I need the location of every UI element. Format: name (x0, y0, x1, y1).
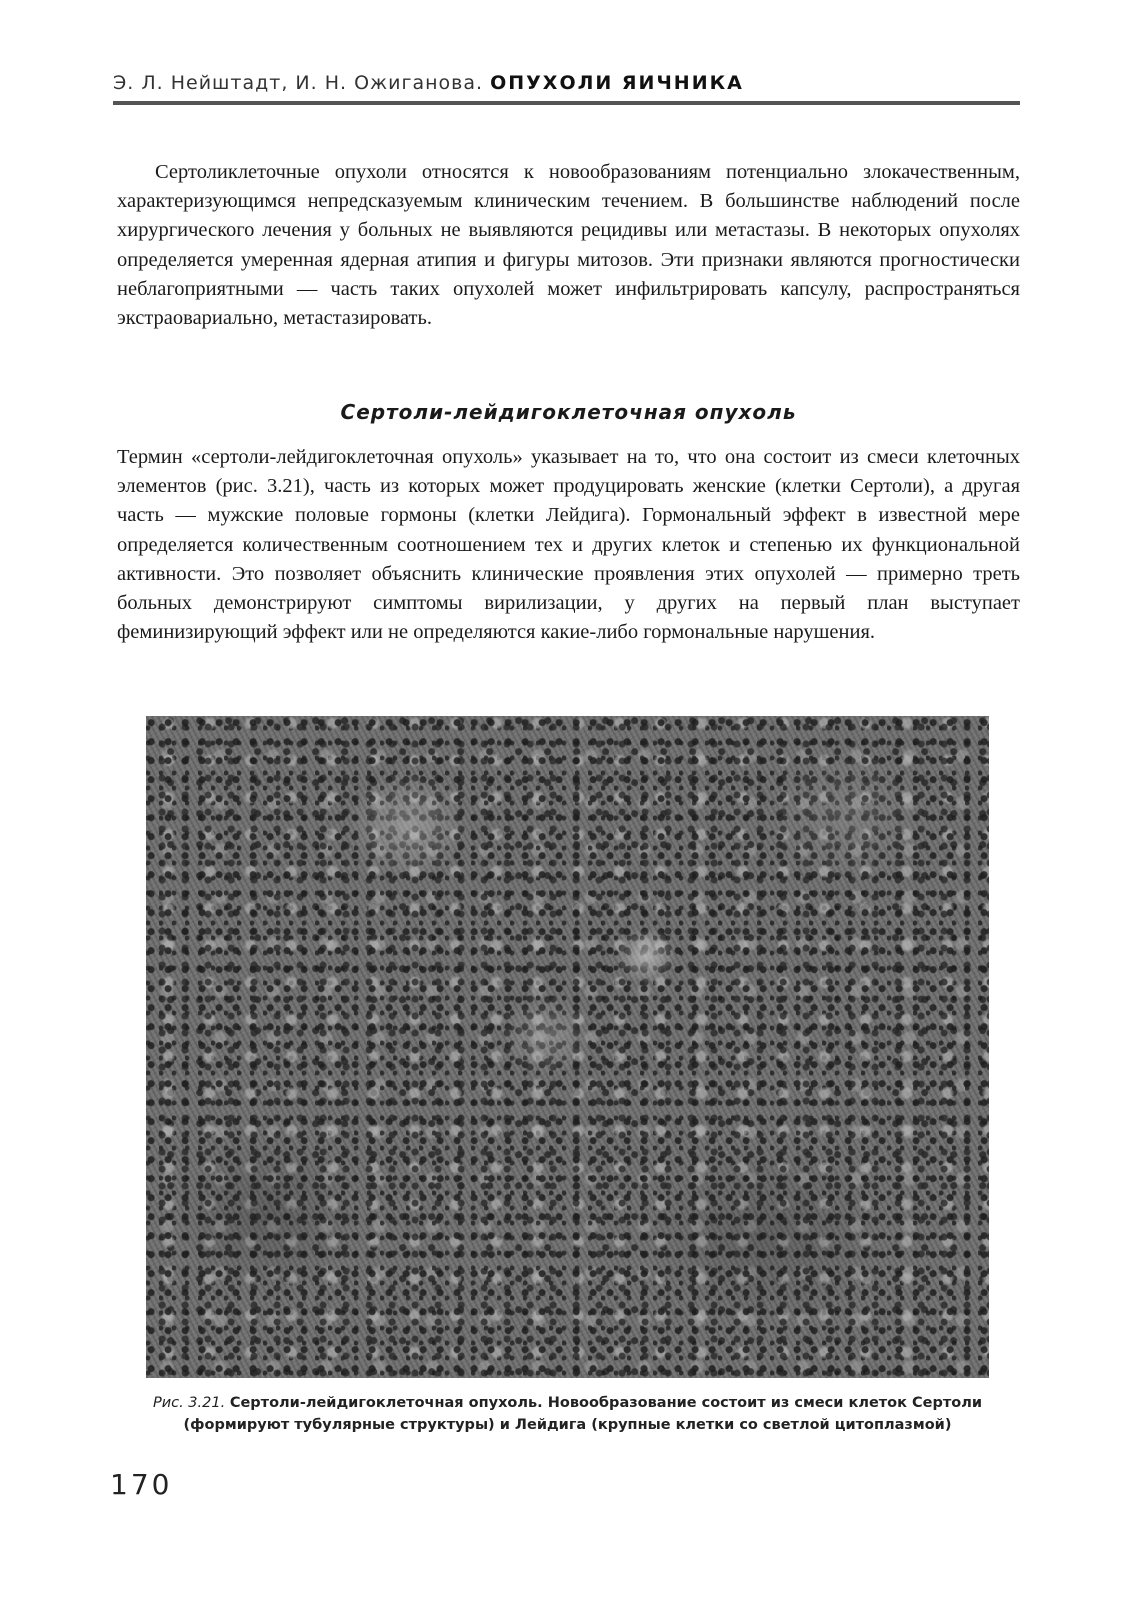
header-authors: Э. Л. Нейштадт, И. Н. Ожиганова. (113, 72, 484, 94)
page-number: 170 (110, 1468, 173, 1501)
figure-caption-text: Сертоли-лейдигоклеточная опухоль. Новообразование состоит из смеси клеток Сертоли (формируют тубулярные структуры) и Лейдига (крупные клетки со светлой цитоплазмой) (183, 1395, 983, 1433)
histology-micrograph (146, 716, 989, 1378)
paragraph-sertoli-leydig-term: Термин «сертоли-лейдигоклеточная опухоль» указывает на то, что она состоит из смеси клеточных элементов (рис. 3.21), часть из которых может продуцировать женские (клетки Сертоли), а другая часть — мужские половые гормоны (клетки Лейдига). Гормональный эффект в известной мере определяется количественным соотношением тех и других клеток и степенью их функциональной активности. Это позволяет объяснить клинические проявления этих опухолей — примерно треть больных демонстрируют симптомы вирилизации, у других на первый план выступает феминизирующий эффект или не определяются какие-либо гормональные нарушения. (117, 446, 1020, 644)
running-header (113, 72, 1020, 94)
header-rule (113, 101, 1020, 105)
figure-caption-label: Рис. 3.21. (152, 1395, 226, 1411)
figure-caption (146, 1392, 989, 1436)
header-book-title: ОПУХОЛИ ЯИЧНИКА (490, 72, 744, 94)
section-heading: Сертоли-лейдигоклеточная опухоль (340, 400, 797, 424)
paragraph-sertoli-cell-tumors: Сертоликлеточные опухоли относятся к новообразованиям потенциально злокачественным, характеризующимся непредсказуемым клиническим течением. В большинстве наблюдений после хирургического лечения у больных не выявляются рецидивы или метастазы. В некоторых опухолях определяется умеренная ядерная атипия и фигуры митозов. Эти признаки являются прогностически неблагоприятными — часть таких опухолей может инфильтрировать капсулу, распространяться экстраовариально, метастазировать. (117, 161, 1020, 330)
